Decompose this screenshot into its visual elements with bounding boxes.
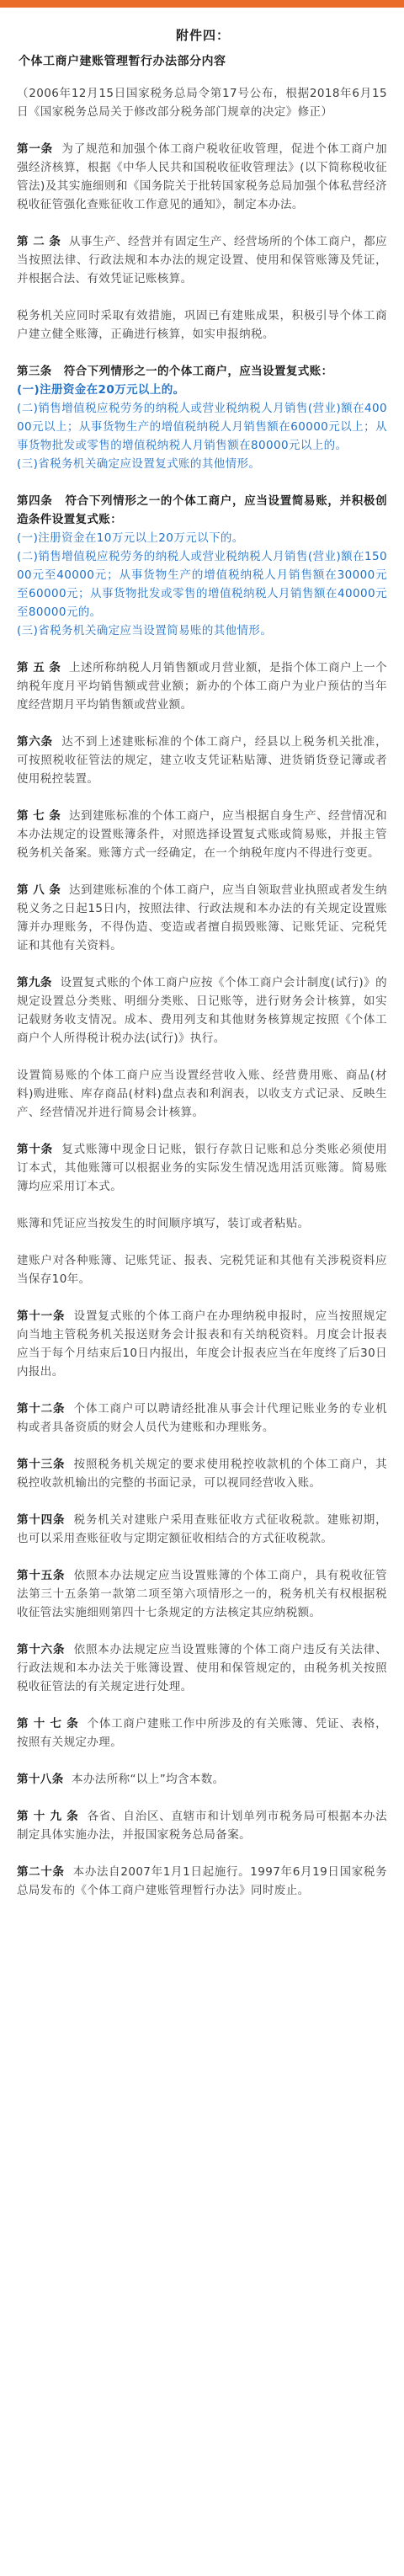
- article-12: [17, 1400, 387, 1437]
- article-4: [17, 492, 387, 640]
- article-text: 达不到上述建账标准的个体工商户，经县以上税务机关批准，可按照税收征管法的规定，建立收支凭证粘贴簿、进货销货登记簿或者使用税控装置。: [17, 735, 387, 786]
- article-number: 第一条: [17, 142, 54, 156]
- article-number: 第 十 七 条: [17, 1717, 79, 1731]
- article-11: [17, 1307, 387, 1381]
- article-number: 第六条: [17, 735, 54, 749]
- article-text: 设置复式账的个体工商户应按《个体工商户会计制度(试行)》的规定设置总分类账、明细分类账、日记账等，进行财务会计核算，如实记载财务收支情况。成本、费用列支和其他财务核算规定按照《个体工商户个人所得税计税办法(试行)》执行。: [17, 976, 387, 1045]
- article-text: 为了规范和加强个体工商户税收征收管理，促进个体工商户加强经济核算，根据《中华人民共和国税收征收管理法》(以下简称税收征管法)及其实施细则和《国务院关于批转国家税务总局加强个体私营经济税收征管强化查账征收工作意见的通知》，制定本办法。: [17, 142, 387, 211]
- article-text: 依照本办法规定应当设置账簿的个体工商户，具有税收征管法第三十五条第一款第二项至第六项情形之一的，税务机关有权根据税收征管法实施细则第四十七条规定的方法核定其应纳税额。: [17, 1569, 387, 1619]
- heading-block: [17, 26, 387, 69]
- article-number: 第 八 条: [17, 883, 61, 897]
- article-text: 税务机关对建账户采用查账征收方式征收税款。建账初期，也可以采用查账征收与定期定额征收相结合的方式征收税款。: [17, 1513, 387, 1545]
- article-heading: 符合下列情形之一的个体工商户，应当设置简易账，并积极创造条件设置复式账：: [17, 494, 388, 526]
- article-text: 依照本办法规定应当设置账簿的个体工商户违反有关法律、行政法规和本办法关于账簿设置、使用和保管规定的，由税务机关按照税收征管法的有关规定进行处理。: [17, 1643, 387, 1693]
- article-number: 第三条: [17, 365, 52, 378]
- document-subtitle: 个体工商户建账管理暂行办法部分内容: [19, 55, 226, 68]
- article-16: [17, 1640, 387, 1696]
- list-item: (一)注册资金在10万元以上20万元以下的。: [17, 531, 244, 545]
- article-14: [17, 1511, 387, 1548]
- article-text: 各省、自治区、直辖市和计划单列市税务局可根据本办法制定具体实施办法，并报国家税务总局备案。: [17, 1810, 387, 1842]
- article-number: 第 五 条: [17, 661, 61, 675]
- article-text: 本办法所称“以上”均含本数。: [72, 1773, 225, 1786]
- article-number: 第 七 条: [17, 809, 61, 823]
- article-10: [17, 1140, 387, 1196]
- article-number: 第 十 九 条: [17, 1810, 79, 1823]
- article-head: [17, 492, 387, 529]
- intro-paragraph: （2006年12月15日国家税务总局令第17号公布，根据2018年6月15日《国家税务总局关于修改部分税务部门规章的决定》修正）: [17, 87, 387, 119]
- article-number: 第十六条: [17, 1643, 66, 1656]
- article-9: [17, 973, 387, 1048]
- article-18: [17, 1770, 387, 1789]
- article-1: [17, 140, 387, 214]
- article-20: [17, 1863, 387, 1900]
- article-17: [17, 1715, 387, 1752]
- article-8: [17, 881, 387, 955]
- article-number: 第十二条: [17, 1402, 66, 1416]
- list-item: (二)销售增值税应税劳务的纳税人或营业税纳税人月销售(营业)额在15000元至40000元；从事货物生产的增值税纳税人月销售额在30000元至60000元；从事货物批发或零售的增值税纳税人月销售额在40000元至80000元的。: [17, 550, 387, 619]
- document-title: 附件四：: [175, 28, 230, 43]
- article-number: 第二十条: [17, 1865, 65, 1879]
- article-7: [17, 807, 387, 862]
- article-text: 达到建账标准的个体工商户，应当根据自身生产、经营情况和本办法规定的设置账簿条件，对照选择设置复式账或简易账，并报主管税务机关备案。账簿方式一经确定，在一个纳税年度内不得进行变更。: [17, 809, 387, 860]
- list-item: (二)销售增值税应税劳务的纳税人或营业税纳税人月销售(营业)额在40000元以上；从事货物生产的增值税纳税人月销售额在60000元以上；从事货物批发或零售的增值税纳税人月销售额在80000元以上的。: [17, 402, 387, 452]
- article-5: [17, 659, 387, 714]
- article-number: 第十八条: [17, 1773, 64, 1786]
- article-text: 个体工商户建账工作中所涉及的有关账簿、凭证、表格，按照有关规定办理。: [17, 1717, 387, 1749]
- top-accent-bar: [0, 0, 404, 8]
- article-2: [17, 232, 387, 288]
- article-3: [17, 362, 387, 473]
- article-number: 第四条: [17, 494, 53, 508]
- article-6: [17, 733, 387, 788]
- article-heading: 符合下列情形之一的个体工商户，应当设置复式账：: [63, 365, 333, 378]
- article-text: 设置复式账的个体工商户在办理纳税申报时，应当按照规定向当地主管税务机关报送财务会计报表和有关纳税资料。月度会计报表应当于每个月结束后10日内报出，年度会计报表应当在年度终了后30日内报出。: [17, 1309, 387, 1379]
- article-text: 达到建账标准的个体工商户，应当自领取营业执照或者发生纳税义务之日起15日内，按照法律、行政法规和本办法的有关规定设置账簿并办理账务，不得伪造、变造或者擅自损毁账簿、记账凭证、完税凭证和其他有关资料。: [17, 883, 387, 952]
- list-item: (一)注册资金在20万元以上的。: [17, 383, 185, 397]
- article-9-paragraph-2: 设置简易账的个体工商户应当设置经营收入账、经营费用账、商品(材料)购进账、库存商品(材料)盘点表和利润表，以收支方式记录、反映生产、经营情况并进行简易会计核算。: [17, 1069, 387, 1119]
- article-number: 第十三条: [17, 1458, 66, 1471]
- article-text: 本办法自2007年1月1日起施行。1997年6月19日国家税务总局发布的《个体工商户建账管理暂行办法》同时废止。: [17, 1865, 387, 1897]
- article-2-paragraph-2: 税务机关应同时采取有效措施，巩固已有建账成果，积极引导个体工商户建立健全账簿，正确进行核算，如实申报纳税。: [17, 309, 387, 341]
- article-text: 从事生产、经营并有固定生产、经营场所的个体工商户，都应当按照法律、行政法规和本办法的规定设置、使用和保管账簿及凭证，并根据合法、有效凭证记账核算。: [17, 235, 387, 285]
- list-item: (三)省税务机关确定应当设置简易账的其他情形。: [17, 624, 273, 637]
- article-head: [17, 362, 387, 381]
- article-number: 第九条: [17, 976, 52, 989]
- article-10-paragraph-3: 建账户对各种账簿、记账凭证、报表、完税凭证和其他有关涉税资料应当保存10年。: [17, 1254, 387, 1286]
- article-13: [17, 1455, 387, 1492]
- list-item: (三)省税务机关确定应设置复式账的其他情形。: [17, 457, 261, 471]
- article-text: 个体工商户可以聘请经批准从事会计代理记账业务的专业机构或者具备资质的财会人员代为建账和办理账务。: [17, 1402, 387, 1434]
- article-number: 第十一条: [17, 1309, 66, 1323]
- article-15: [17, 1566, 387, 1622]
- article-number: 第 二 条: [17, 235, 61, 248]
- article-10-paragraph-2: 账簿和凭证应当按发生的时间顺序填写，装订或者粘贴。: [17, 1217, 310, 1230]
- article-text: 上述所称纳税人月销售额或月营业额，是指个体工商户上一个纳税年度月平均销售额或营业额；新办的个体工商户为业户预估的当年度经营期月平均销售额或营业额。: [17, 661, 387, 712]
- article-number: 第十四条: [17, 1513, 66, 1527]
- article-19: [17, 1807, 387, 1844]
- document-content: [0, 8, 404, 1900]
- article-number: 第十五条: [17, 1569, 66, 1582]
- article-text: 复式账簿中现金日记账，银行存款日记账和总分类账必须使用订本式，其他账簿可以根据业务的实际发生情况选用活页账簿。简易账簿均应采用订本式。: [17, 1143, 387, 1193]
- article-number: 第十条: [17, 1143, 54, 1156]
- article-text: 按照税务机关规定的要求使用税控收款机的个体工商户，其税控收款机输出的完整的书面记录，可以视同经营收入账。: [17, 1458, 387, 1490]
